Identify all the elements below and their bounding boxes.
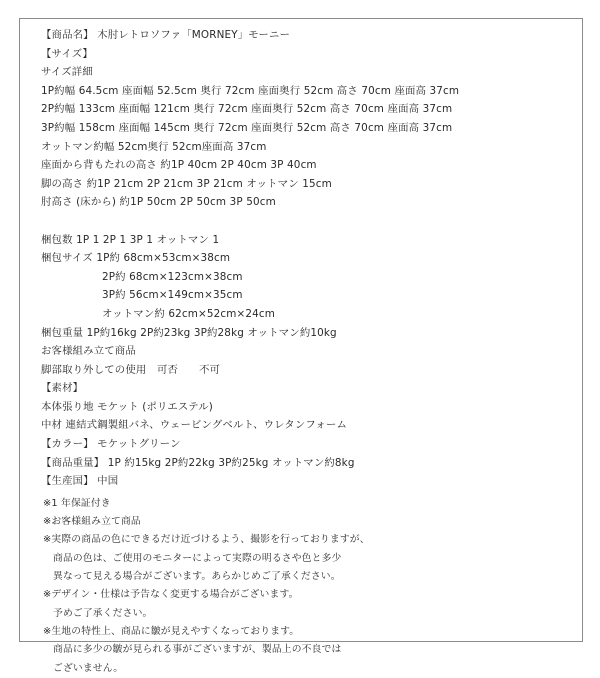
detail-line: 梱包重量 1P約16kg 2P約23kg 3P約28kg オットマン約10kg (41, 326, 337, 339)
package-size-line: 3P約 56cm×149cm×35cm (102, 289, 243, 302)
note-line: ※デザイン・仕様は予告なく変更する場合がございます。 (43, 589, 299, 601)
note-line: ※1 年保証付き (43, 497, 111, 509)
spec-line: 座面から背もたれの高さ 約1P 40cm 2P 40cm 3P 40cm (41, 159, 317, 172)
spec-content (41, 26, 581, 678)
spacer (41, 212, 581, 231)
spec-line: オットマン約幅 52cm奥行 52cm座面高 37cm (41, 140, 267, 153)
spec-line: 肘高さ (床から) 約1P 50cm 2P 50cm 3P 50cm (41, 196, 276, 209)
package-line: 梱包数 1P 1 2P 1 3P 1 オットマン 1 (41, 233, 220, 246)
note-line: ございません。 (53, 662, 124, 674)
detail-line: お客様組み立て商品 (41, 345, 136, 358)
note-line: 予めご了承ください。 (53, 607, 153, 619)
detail-line: 中材 連結式鋼製組バネ、ウェービングベルト、ウレタンフォーム (41, 419, 348, 432)
note-line: ※お客様組み立て商品 (43, 516, 141, 528)
detail-line: 【生産国】 中国 (41, 475, 119, 488)
spec-line: サイズ詳細 (41, 66, 93, 79)
detail-line: 脚部取り外しての使用 可否 不可 (41, 363, 221, 376)
detail-line: 本体張り地 モケット (ポリエステル) (41, 400, 213, 413)
detail-line: 【商品重量】 1P 約15kg 2P約22kg 3P約25kg オットマン約8kg (41, 456, 355, 469)
note-line: ※実際の商品の色にできるだけ近づけるよう、撮影を行っておりますが、 (43, 534, 370, 546)
detail-line: 【カラー】 モケットグリーン (41, 438, 181, 451)
notes-block (41, 495, 581, 678)
spec-line: 【サイズ】 (41, 47, 93, 60)
spec-line: 脚の高さ 約1P 21cm 2P 21cm 3P 21cm オットマン 15cm (41, 177, 332, 190)
spec-line: 1P約幅 64.5cm 座面幅 52.5cm 奥行 72cm 座面奥行 52cm 高さ 70cm 座面高 37cm (41, 84, 460, 97)
package-size-line: オットマン約 62cm×52cm×24cm (102, 307, 276, 320)
note-line: 異なって見える場合がございます。あらかじめご了承ください。 (53, 571, 341, 583)
package-block (41, 231, 581, 268)
detail-line: 【素材】 (41, 382, 84, 395)
note-line: 商品に多少の皺が見られる事がございますが、製品上の不良では (53, 644, 342, 656)
package-size-line: 2P約 68cm×123cm×38cm (102, 270, 243, 283)
detail-block (41, 324, 581, 491)
spec-line: 3P約幅 158cm 座面幅 145cm 奥行 72cm 座面奥行 52cm 高さ 70cm 座面高 37cm (41, 121, 453, 134)
package-size-block (41, 268, 581, 324)
note-line: 商品の色は、ご使用のモニターによって実際の明るさや色と多少 (53, 552, 342, 564)
package-line: 梱包サイズ 1P約 68cm×53cm×38cm (41, 252, 231, 265)
spec-block (41, 26, 581, 212)
note-line: ※生地の特性上、商品に皺が見えやすくなっております。 (43, 625, 300, 637)
spec-line: 【商品名】 木肘レトロソファ「MORNEY」モーニー (41, 29, 291, 41)
spec-line: 2P約幅 133cm 座面幅 121cm 奥行 72cm 座面奥行 52cm 高さ 70cm 座面高 37cm (41, 103, 453, 116)
